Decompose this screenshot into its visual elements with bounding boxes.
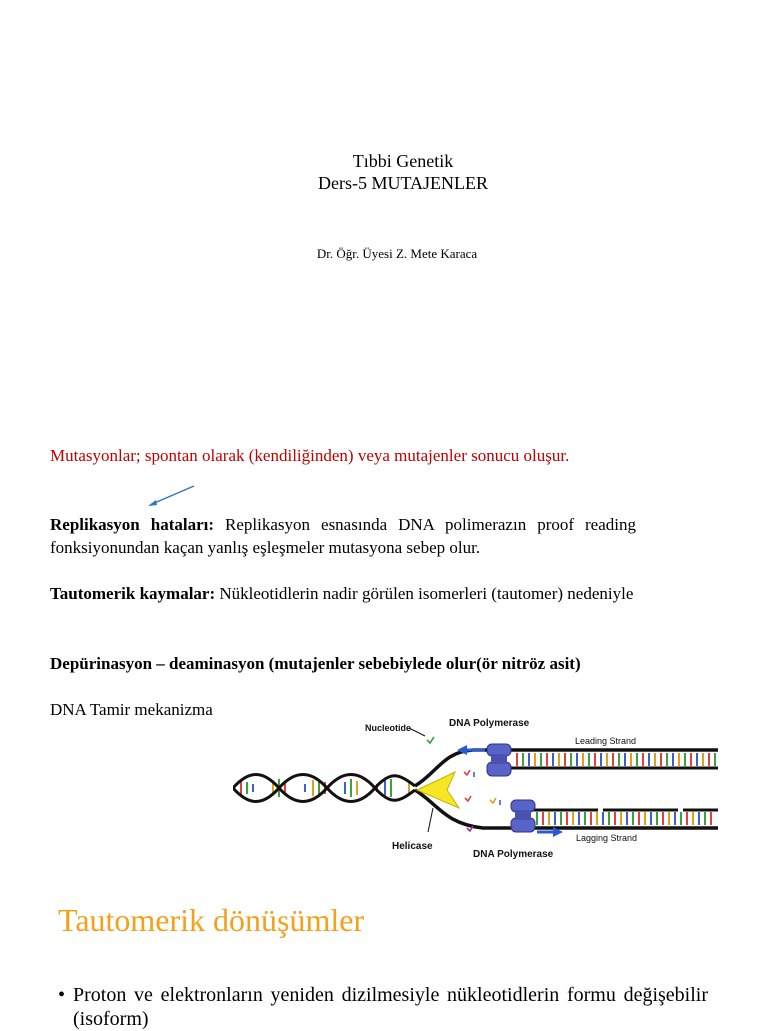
leading-base-pairs <box>517 753 715 766</box>
lagging-base-pairs <box>537 812 711 825</box>
replication-errors-label: Replikasyon hataları: <box>50 515 215 534</box>
dna-replication-diagram <box>233 712 723 867</box>
section-title: Tautomerik dönüşümler <box>58 902 365 938</box>
dna-polymerase-top <box>487 744 511 776</box>
slide-title <box>0 150 768 194</box>
dna-polymerase-bottom <box>511 800 535 832</box>
dna-repair-text: DNA Tamir mekanizma <box>50 700 213 719</box>
lecture-title: Ders-5 MUTAJENLER <box>317 173 489 193</box>
tautomeric-shifts-label: Tautomerik kaymalar: <box>50 584 216 603</box>
tautomeric-shifts-text: Nükleotidlerin nadir görülen isomerleri (tautomer) nedeniyle <box>215 584 634 603</box>
author-name: Dr. Öğr. Üyesi Z. Mete Karaca <box>316 246 478 261</box>
helicase-shape <box>417 772 459 808</box>
lagging-strand-label: Lagging Strand <box>576 833 638 843</box>
bullet-dot: • <box>58 984 66 1006</box>
intro-paragraph: Mutasyonlar; spontan olarak (kendiliğinden) veya mutajenler sonucu oluşur. <box>50 446 570 465</box>
helicase-pointer <box>428 808 433 832</box>
bullet-text: Proton ve elektronların yeniden dizilmesiyle nükleotidlerin formu değişebilir (isoform) <box>73 984 708 1030</box>
depurination-paragraph <box>50 652 636 675</box>
nucleotide-pointer <box>409 728 425 736</box>
dna-polymerase-bottom-label: DNA Polymerase <box>473 849 554 860</box>
helicase-label: Helicase <box>392 841 433 852</box>
leading-strand-label: Leading Strand <box>575 736 637 746</box>
replication-errors-text: Replikasyon esnasında DNA polimerazın proof reading fonksiyonundan kaçan yanlış eşleşmeler mutasyona sebep olur. <box>50 515 636 557</box>
course-title: Tıbbi Genetik <box>352 151 454 171</box>
pointer-arrow <box>140 480 200 510</box>
replication-errors-paragraph <box>50 513 636 559</box>
depurination-label: Depürinasyon – deaminasyon (mutajenler sebebiylede olur(ör nitröz asit) <box>50 654 581 673</box>
tautomeric-shifts-paragraph <box>50 582 636 605</box>
nucleotide-label: Nucleotide <box>365 723 412 733</box>
dna-polymerase-top-label: DNA Polymerase <box>449 718 530 729</box>
